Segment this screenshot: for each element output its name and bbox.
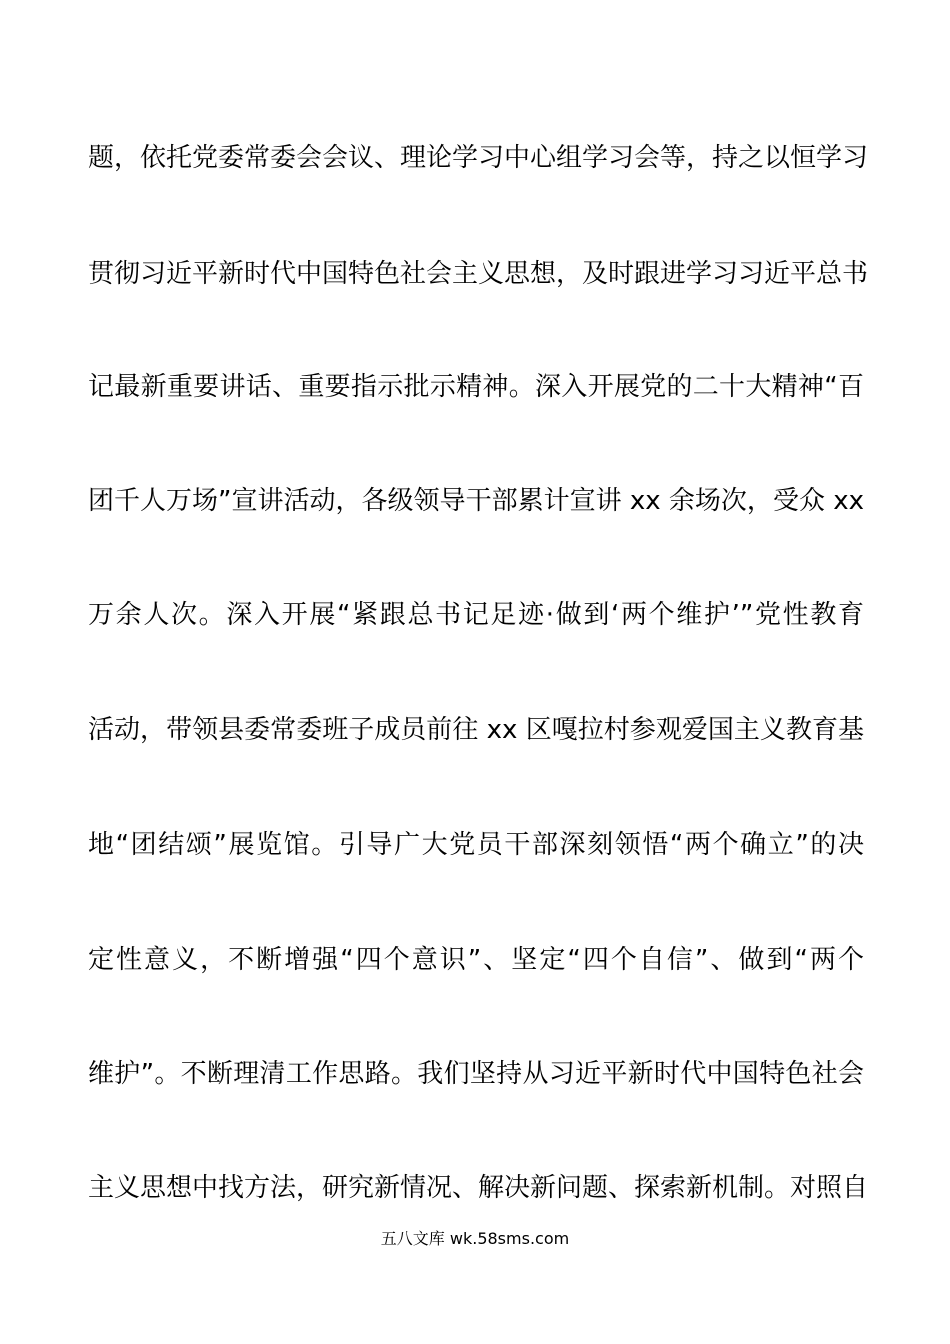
- page-footer: 五八文库 wk.58sms.com: [380, 1229, 570, 1248]
- body-text-line: 地“团结颂”展览馆。引导广大党员干部深刻领悟“两个确立”的决: [88, 830, 864, 860]
- body-text-line: 贯彻习近平新时代中国特色社会主义思想，及时跟进学习习近平总书: [88, 259, 869, 289]
- body-text-line: 定性意义，不断增强“四个意识”、坚定“四个自信”、做到“两个: [88, 945, 864, 975]
- body-text-line: 维护”。不断理清工作思路。我们坚持从习近平新时代中国特色社会: [88, 1059, 864, 1089]
- body-text-line: 活动，带领县委常委班子成员前往 xx 区嘎拉村参观爱国主义教育基: [88, 715, 864, 745]
- body-text-line: 记最新重要讲话、重要指示批示精神。深入开展党的二十大精神“百: [88, 372, 864, 402]
- body-text-line: 万余人次。深入开展“紧跟总书记足迹·做到‘两个维护’”党性教育: [88, 600, 864, 630]
- body-text-line: 团千人万场”宣讲活动，各级领导干部累计宣讲 xx 余场次，受众 xx: [88, 486, 864, 516]
- body-text-line: 题，依托党委常委会会议、理论学习中心组学习会等，持之以恒学习: [88, 143, 869, 173]
- body-text-line: 主义思想中找方法，研究新情况、解决新问题、探索新机制。对照自: [88, 1173, 869, 1203]
